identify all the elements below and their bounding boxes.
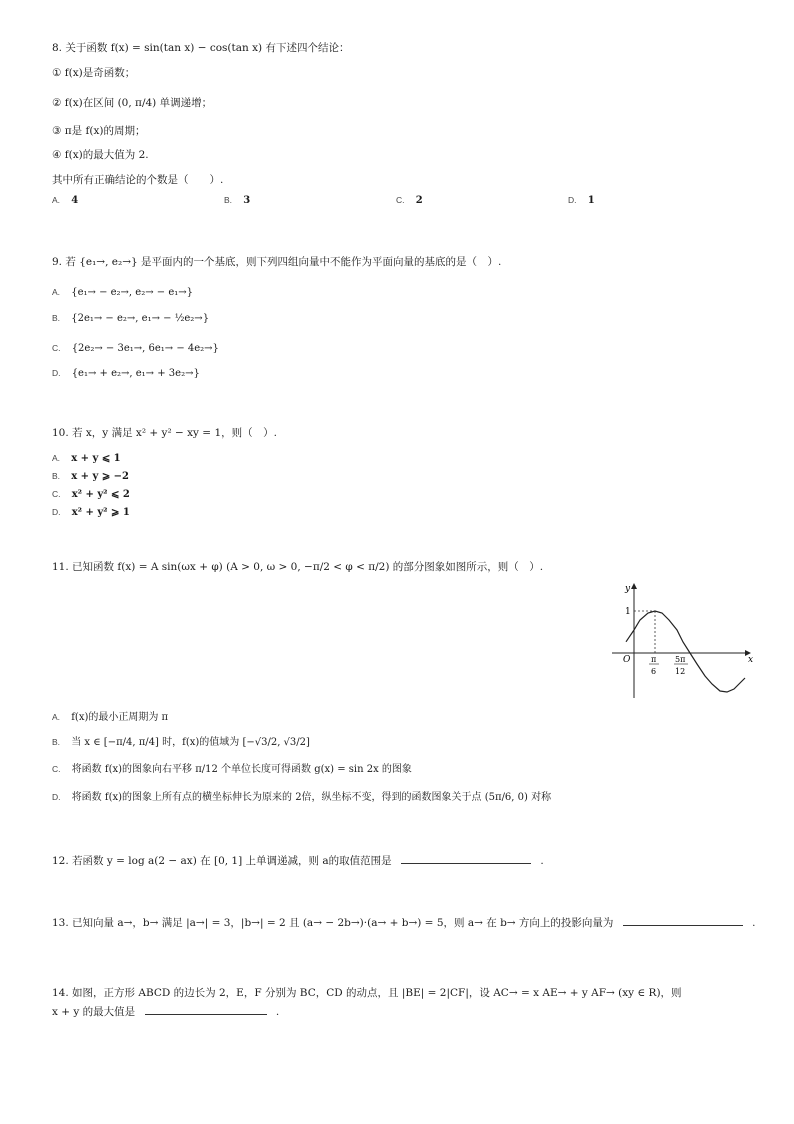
- x-tick-pi-6-den: 6: [651, 667, 657, 676]
- option-value: {2e₁→ − e₂→, e₁→ − ½e₂→}: [71, 313, 210, 324]
- q10-option-b[interactable]: [52, 469, 129, 484]
- x-tick-5pi-12-num: 5π: [675, 655, 686, 664]
- q9-option-d[interactable]: [52, 366, 200, 381]
- q8-item-3: ③ π是 f(x)的周期；: [52, 125, 146, 137]
- option-value: x + y ⩽ 1: [71, 453, 121, 464]
- q8-item-1: ① f(x)是奇函数；: [52, 67, 136, 79]
- q8-option-c[interactable]: [396, 193, 423, 208]
- x-tick-pi-6-num: π: [651, 655, 657, 664]
- option-label: A.: [52, 453, 61, 463]
- q9-stem: 9. 若 {e₁→, e₂→} 是平面内的一个基底，则下列四组向量中不能作为平面向量的基底的是（ ）.: [52, 256, 502, 268]
- q8-stem: 8. 关于函数 f(x) = sin(tan x) − cos(tan x) 有下述四个结论：: [52, 42, 350, 54]
- y-tick-1: 1: [625, 607, 631, 617]
- option-label: D.: [52, 368, 61, 378]
- option-value: x + y ⩾ −2: [71, 471, 130, 482]
- q14-answer-blank[interactable]: [145, 1004, 267, 1015]
- option-value: {2e₂→ − 3e₁→, 6e₁→ − 4e₂→}: [71, 343, 219, 354]
- q8-item-2: ② f(x)在区间 (0, π/4) 单调递增；: [52, 97, 213, 109]
- option-value: x² + y² ⩾ 1: [71, 507, 130, 518]
- q14-stem: 14. 如图，正方形 ABCD 的边长为 2，E，F 分别为 BC，CD 的动点，且 |BE| = 2|CF|，设 AC→ = x AE→ + y AF→ (xy ∈ R)，则: [52, 987, 682, 999]
- option-label: D.: [52, 507, 61, 517]
- sine-curve: [626, 611, 745, 692]
- option-label: C.: [52, 489, 61, 499]
- q12-end: .: [540, 855, 544, 867]
- option-label: C.: [52, 764, 61, 774]
- x-tick-5pi-12-den: 12: [675, 667, 686, 676]
- option-label: B.: [52, 737, 61, 747]
- q8-ask: 其中所有正确结论的个数是（ ）.: [52, 174, 224, 186]
- q13-line: [52, 915, 755, 930]
- q11-sine-graph: [610, 580, 760, 702]
- q12-line: [52, 853, 544, 868]
- q14-line2: [52, 1004, 279, 1019]
- q9-option-a[interactable]: [52, 285, 193, 300]
- q14-end: .: [275, 1006, 280, 1018]
- q10-option-c[interactable]: [52, 487, 130, 502]
- option-label: A.: [52, 195, 61, 205]
- option-value: 3: [243, 195, 251, 206]
- q10-option-a[interactable]: [52, 451, 121, 466]
- q10-stem: 10. 若 x，y 满足 x² + y² − xy = 1，则（ ）.: [52, 427, 277, 439]
- option-label: A.: [52, 287, 61, 297]
- option-label: B.: [224, 195, 233, 205]
- origin-label: O: [623, 655, 631, 665]
- option-label: C.: [396, 195, 405, 205]
- q10-option-d[interactable]: [52, 505, 130, 520]
- option-value: {e₁→ − e₂→, e₂→ − e₁→}: [71, 287, 193, 298]
- option-value: 将函数 f(x)的图象上所有点的横坐标伸长为原来的 2倍，纵坐标不变，得到的函数图象关于点 (5π/6, 0) 对称: [71, 792, 552, 803]
- y-axis-label: y: [625, 584, 631, 594]
- q13-stem: 13. 已知向量 a→，b→ 满足 |a→| = 3，|b→| = 2 且 (a→ − 2b→)·(a→ + b→) = 5，则 a→ 在 b→ 方向上的投影向量为: [52, 917, 614, 929]
- q8-option-b[interactable]: [224, 193, 250, 208]
- option-value: 1: [587, 195, 595, 206]
- x-axis-label: x: [748, 655, 754, 665]
- q11-stem: 11. 已知函数 f(x) = A sin(ωx + φ) (A > 0, ω > 0, −π/2 < φ < π/2) 的部分图象如图所示，则（ ）.: [52, 561, 544, 573]
- option-value: 4: [71, 195, 79, 206]
- q12-stem: 12. 若函数 y = log a(2 − ax) 在 [0, 1] 上单调递减，则 a的取值范围是: [52, 855, 392, 867]
- option-value: x² + y² ⩽ 2: [71, 489, 130, 500]
- option-label: A.: [52, 712, 61, 722]
- option-value: f(x)的最小正周期为 π: [71, 712, 169, 723]
- q11-option-c[interactable]: [52, 762, 412, 777]
- option-label: B.: [52, 313, 61, 323]
- option-value: 2: [415, 195, 423, 206]
- q8-item-4: ④ f(x)的最大值为 2.: [52, 149, 149, 161]
- option-value: {e₁→ + e₂→, e₁→ + 3e₂→}: [71, 368, 200, 379]
- q8-option-d[interactable]: [568, 193, 595, 208]
- q9-option-b[interactable]: [52, 311, 209, 326]
- q9-option-c[interactable]: [52, 341, 219, 356]
- q11-option-a[interactable]: [52, 710, 168, 725]
- option-label: D.: [52, 792, 61, 802]
- q13-end: .: [752, 917, 756, 929]
- q11-option-b[interactable]: [52, 735, 310, 750]
- q8-option-a[interactable]: [52, 193, 78, 208]
- option-value: 当 x ∈ [−π/4, π/4] 时，f(x)的值域为 [−√3/2, √3/2]: [71, 737, 310, 748]
- q13-answer-blank[interactable]: [623, 915, 743, 926]
- q11-option-d[interactable]: [52, 790, 551, 805]
- option-label: D.: [568, 195, 577, 205]
- option-value: 将函数 f(x)的图象向右平移 π/12 个单位长度可得函数 g(x) = sin 2x 的图象: [71, 764, 412, 775]
- q14-stem2: x + y 的最大值是: [52, 1006, 136, 1018]
- option-label: B.: [52, 471, 61, 481]
- q12-answer-blank[interactable]: [401, 853, 531, 864]
- option-label: C.: [52, 343, 61, 353]
